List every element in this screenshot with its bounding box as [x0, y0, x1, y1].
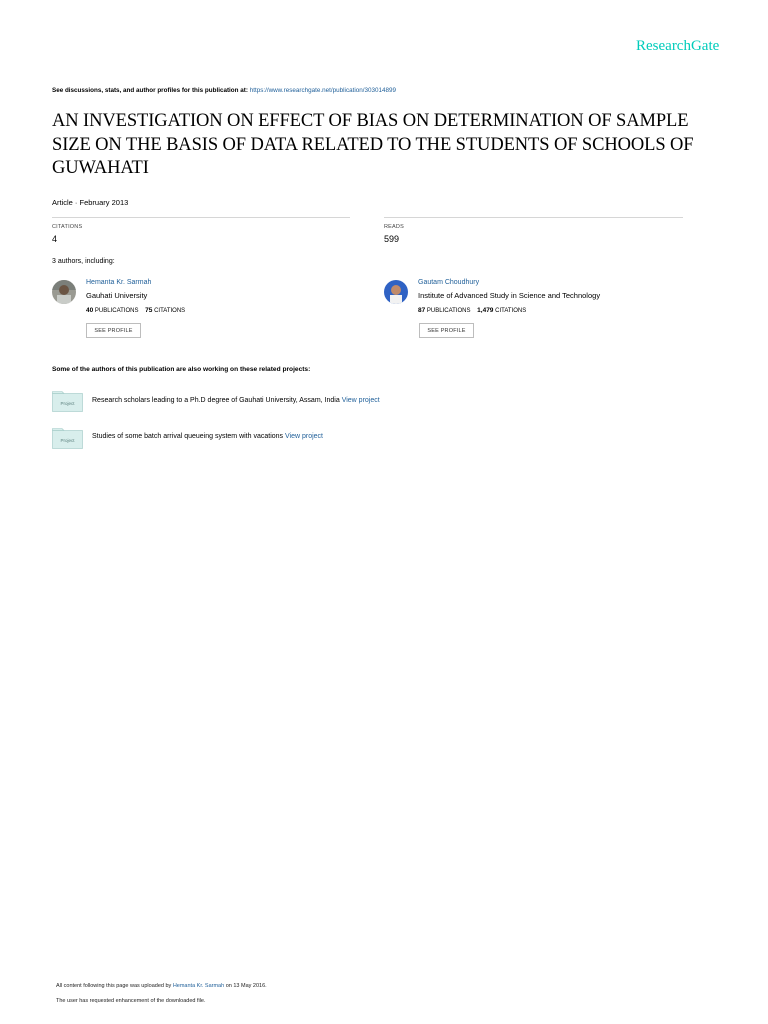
project-icon-label: Project	[60, 438, 75, 443]
citations-value: 4	[52, 234, 58, 244]
author-citations-count: 1,479	[477, 307, 494, 314]
upload-prefix: All content following this page was uploaded by	[56, 983, 172, 989]
project-folder-icon[interactable]	[52, 390, 83, 412]
author-stats	[418, 307, 526, 314]
article-type-date: Article · February 2013	[52, 198, 129, 207]
project-item	[92, 397, 380, 404]
paper-title: AN INVESTIGATION ON EFFECT OF BIAS ON DETERMINATION OF SAMPLE SIZE ON THE BASIS OF DATA RELATED TO THE STUDENTS OF SCHOOLS OF GUWAHATI	[52, 111, 694, 178]
authors-heading: 3 authors, including:	[52, 258, 115, 265]
reads-divider	[384, 217, 683, 218]
upload-note	[56, 983, 267, 989]
citations-label: CITATIONS	[52, 224, 83, 230]
reads-value: 599	[384, 234, 400, 244]
see-profile-button[interactable]: SEE PROFILE	[86, 323, 141, 338]
discussion-line	[52, 87, 396, 94]
project-title: Research scholars leading to a Ph.D degree of Gauhati University, Assam, India	[92, 397, 340, 404]
author-publications-label: PUBLICATIONS	[426, 308, 471, 314]
author-stats	[86, 307, 185, 314]
project-icon-label: Project	[60, 401, 75, 406]
author-avatar[interactable]	[384, 280, 408, 304]
author-publications-label: PUBLICATIONS	[94, 308, 139, 314]
author-citations-label: CITATIONS	[495, 308, 527, 314]
discussion-text: See discussions, stats, and author profiles for this publication at:	[52, 87, 248, 94]
author-publications-count: 87	[418, 307, 426, 314]
publication-url-link[interactable]: https://www.researchgate.net/publication/303014899	[249, 87, 397, 94]
reads-label: READS	[384, 224, 404, 230]
enhancement-note: The user has requested enhancement of the downloaded file.	[56, 998, 206, 1004]
author-citations-label: CITATIONS	[154, 308, 186, 314]
view-project-link[interactable]: View project	[341, 397, 380, 404]
projects-heading: Some of the authors of this publication are also working on these related projects:	[52, 366, 311, 373]
citations-divider	[52, 217, 350, 218]
author-avatar[interactable]	[52, 280, 76, 304]
author-institution: Gauhati University	[86, 291, 148, 300]
upload-suffix: on 13 May 2016.	[225, 983, 267, 989]
project-folder-icon[interactable]	[52, 427, 83, 449]
author-name-link[interactable]: Hemanta Kr. Sarmah	[86, 279, 152, 286]
see-profile-button[interactable]: SEE PROFILE	[419, 323, 474, 338]
author-citations-count: 75	[145, 307, 153, 314]
author-publications-count: 40	[86, 307, 94, 314]
author-institution: Institute of Advanced Study in Science and Technology	[418, 291, 601, 300]
view-project-link[interactable]: View project	[285, 433, 324, 440]
author-name-link[interactable]: Gautam Choudhury	[418, 279, 480, 286]
uploader-link[interactable]: Hemanta Kr. Sarmah	[172, 983, 225, 989]
project-title: Studies of some batch arrival queueing system with vacations	[92, 433, 284, 440]
project-item	[92, 433, 323, 440]
researchgate-logo[interactable]: ResearchGate	[636, 38, 720, 54]
